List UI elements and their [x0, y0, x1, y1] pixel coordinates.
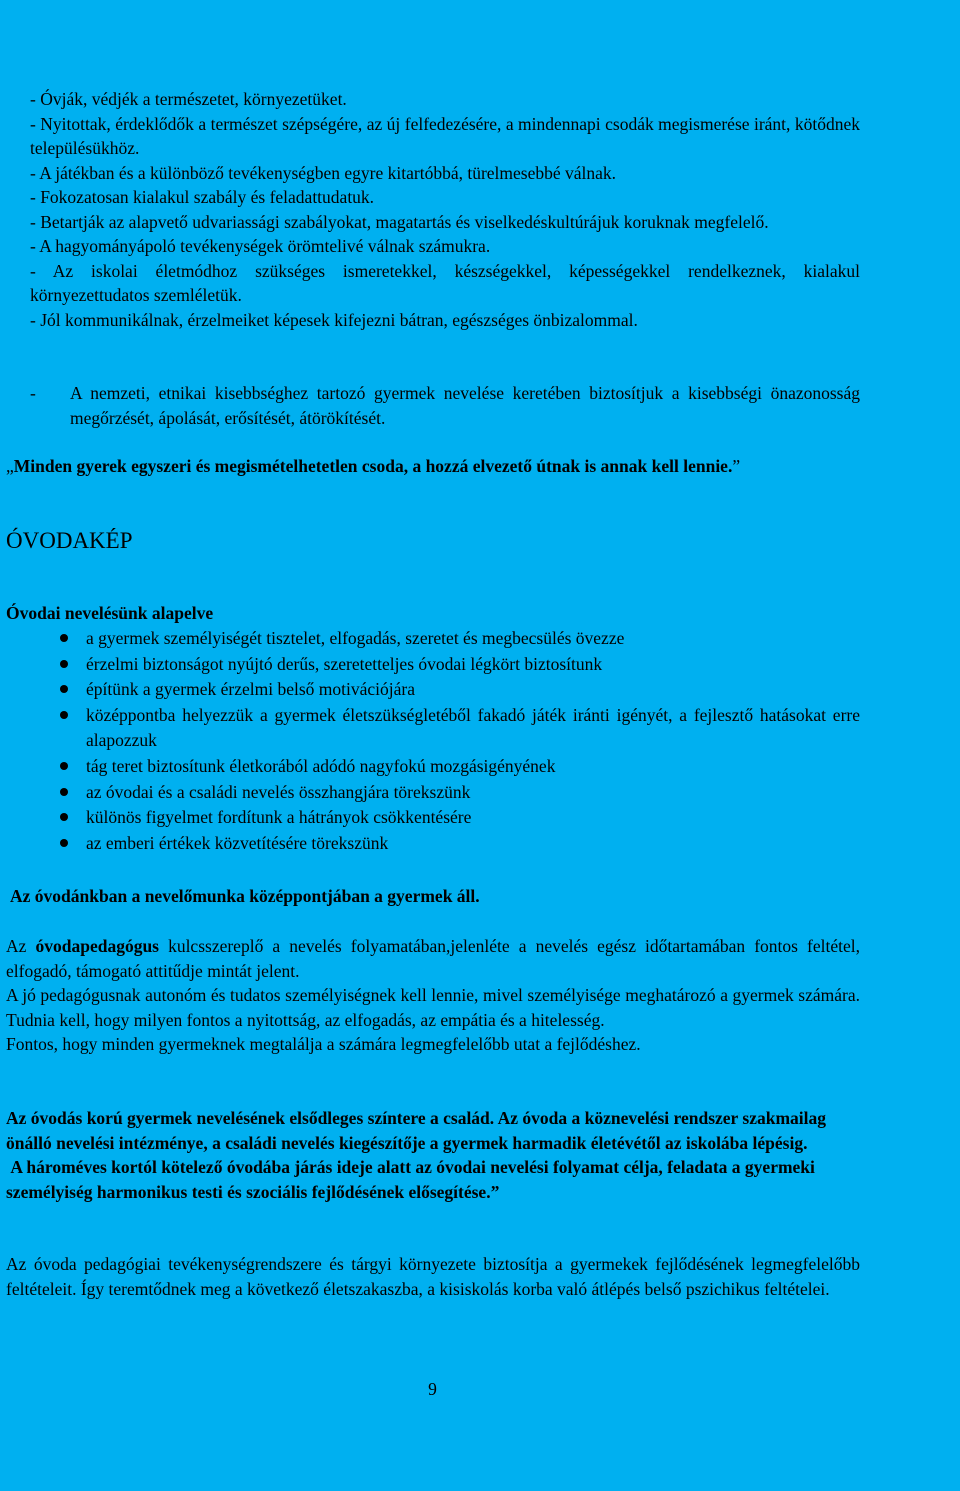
motto-quote — [6, 454, 860, 479]
outcome-item: - Nyitottak, érdeklődők a természet szépségére, az új felfedezésére, a mindennapi csodák megismerése iránt, kötődnek településükhöz. — [30, 113, 860, 158]
minority-paragraph — [30, 381, 860, 430]
outcome-item: - Fokozatosan kialakul szabály és feladattudatuk. — [30, 187, 375, 207]
teacher-paragraph-1: Az óvodapedagógus kulcsszereplő a nevelés folyamatában,jelenléte a nevelés egész időtartamában fontos feltétel, elfogadó, támogató attitűdje mintát jelent. — [6, 936, 860, 981]
principles-title: Óvodai nevelésünk alapelve — [6, 603, 214, 623]
outcome-item: - Jól kommunikálnak, érzelmeiket képesek kifejezni bátran, egészséges önbizalommal. — [30, 309, 638, 330]
list-item: az óvodai és a családi nevelés összhangjára törekszünk — [6, 780, 860, 806]
outcome-list — [30, 87, 860, 332]
closing-paragraph: Az óvoda pedagógiai tevékenységrendszere és tárgyi környezete biztosítja a gyermekek fejlődésének legmegfelelőbb feltételeit. Így teremtődnek meg a következő életszakaszba, a kisiskolás korba való átlépés belső pszichikus feltételei. — [6, 1254, 860, 1299]
list-item: középpontba helyezzük a gyermek életszükségletéből fakadó játék iránti igényét, a fejlesztő hatásokat erre alapozzuk — [6, 703, 860, 754]
minority-text: A nemzeti, etnikai kisebbséghez tartozó gyermek nevelése keretében biztosítjuk a kisebbségi önazonosság megőrzését, ápolását, erősítését, átörökítését. — [70, 383, 860, 428]
quote-text: Minden gyerek egyszeri és megismételhetetlen csoda, a hozzá elvezető útnak is annak kell lennie. — [13, 456, 733, 476]
teacher-paragraph-3: Fontos, hogy minden gyermeknek megtalálja a számára legmegfelelőbb utat a fejlődéshez. — [6, 1034, 641, 1054]
list-item: az emberi értékek közvetítésére törekszünk — [6, 831, 860, 857]
family-paragraph-2: A hároméves kortól kötelező óvodába járás ideje alatt az óvodai nevelési folyamat célja, feladata a gyermeki személyiség harmonikus testi és szociális fejlődésének elősegítése.” — [6, 1157, 820, 1202]
bullet-icon — [6, 626, 86, 652]
outcome-item: - Betartják az alapvető udvariassági szabályokat, magatartás és viselkedéskultúrájuk koruknak megfelelő. — [30, 211, 769, 232]
outcome-item: - Az iskolai életmódhoz szükséges ismeretekkel, készségekkel, képességekkel rendelkeznek, kialakul környezettudatos szemléletük. — [30, 260, 860, 305]
bullet-icon — [6, 754, 86, 780]
list-item: tág teret biztosítunk életkorából adódó nagyfokú mozgásigényének — [6, 754, 860, 780]
bullet-icon — [6, 703, 86, 754]
teacher-paragraph-2: A jó pedagógusnak autonóm és tudatos személyiségnek kell lennie, mivel személyisége meghatározó a gyermek számára. Tudnia kell, hogy milyen fontos a nyitottság, az elfogadás, az empátia és a hitelesség. — [6, 985, 860, 1030]
list-item: építünk a gyermek érzelmi belső motivációjára — [6, 677, 860, 703]
page-number: 9 — [428, 1379, 437, 1399]
bullet-icon — [6, 805, 86, 831]
bullet-icon — [6, 677, 86, 703]
family-section — [6, 1106, 860, 1204]
section-heading: ÓVODAKÉP — [6, 528, 133, 553]
list-item: különös figyelmet fordítunk a hátrányok csökkentésére — [6, 805, 860, 831]
list-item: érzelmi biztonságot nyújtó derűs, szeretetteljes óvodai légkört biztosítunk — [6, 652, 860, 678]
bullet-icon — [6, 780, 86, 806]
list-dash: - — [30, 383, 36, 403]
principles-list — [6, 626, 860, 856]
bullet-icon — [6, 652, 86, 678]
outcome-item: - A hagyományápoló tevékenységek örömtelivé válnak számukra. — [30, 236, 491, 256]
family-paragraph-1: Az óvodás korú gyermek nevelésének elsődleges színtere a család. Az óvoda a köznevelési rendszer szakmailag önálló nevelési intézménye, a családi nevelés kiegészítője a gyermek harmadik életévétől az iskolába lépésig. — [6, 1108, 826, 1153]
center-statement: Az óvodánkban a nevelőmunka középpontjában a gyermek áll. — [10, 886, 480, 906]
bullet-icon — [6, 831, 86, 857]
teacher-section — [6, 934, 860, 1057]
outcome-item: - Óvják, védjék a természetet, környezetüket. — [30, 89, 347, 109]
list-item: a gyermek személyiségét tisztelet, elfogadás, szeretet és megbecsülés övezze — [6, 626, 860, 652]
quote-close: ” — [732, 456, 741, 476]
teacher-term: óvodapedagógus — [35, 936, 159, 956]
outcome-item: - A játékban és a különböző tevékenységben egyre kitartóbbá, türelmesebbé válnak. — [30, 162, 617, 183]
quote-open: „ — [6, 456, 14, 476]
